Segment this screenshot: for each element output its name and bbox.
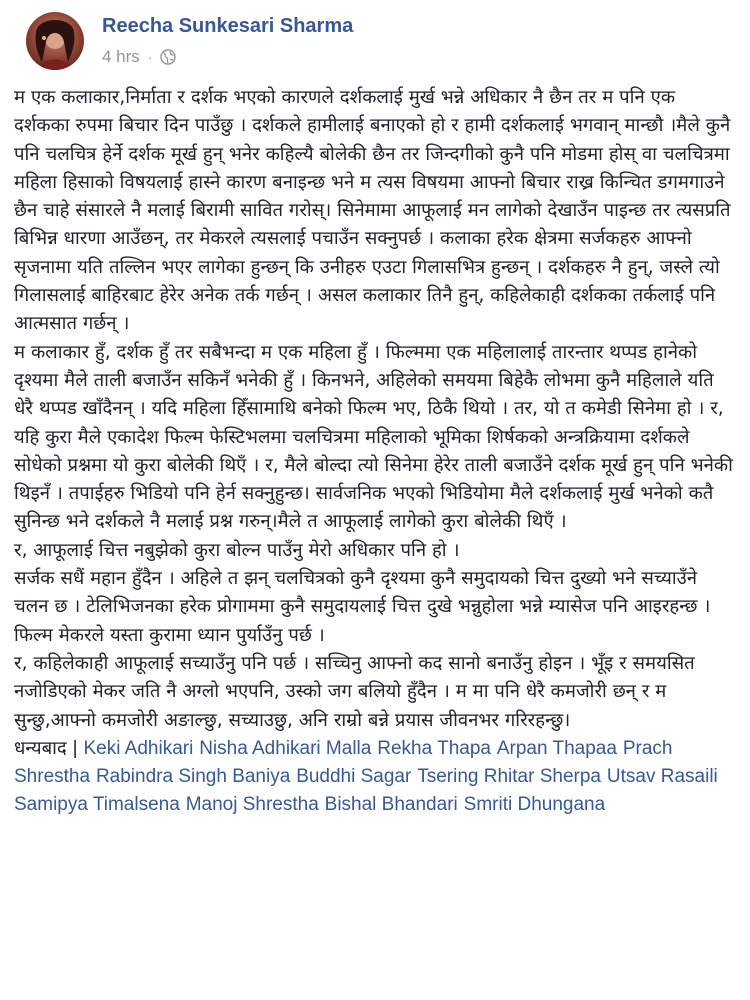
tagged-person-link[interactable]: Manoj Shrestha [185,794,319,816]
tagged-person-link[interactable]: Rabindra Singh Baniya [95,766,291,788]
post-timestamp-link[interactable]: 4 hrs [102,47,140,66]
avatar-image-icon [26,12,84,70]
tagged-person-link[interactable]: Buddhi Sagar [296,766,412,788]
tagged-person-link[interactable]: Prach Shrestha [14,737,673,788]
thanks-label: धन्यबाद [14,737,67,759]
avatar[interactable] [26,12,84,70]
tagged-person-link[interactable]: Rekha Thapa [377,737,491,759]
tagged-person-link[interactable]: Nisha Adhikari Malla [199,737,372,759]
tagged-person-link[interactable]: Keki Adhikari [83,737,194,759]
post-paragraph: म एक कलाकार,निर्माता र दर्शक भएको कारणले दर्शकलाई मुर्ख भन्ने अधिकार नै छैन तर म पनि एक दर्शकका रुपमा बिचार दिन पाउँछु । दर्शकले हामीलाई बनाएको हो र हामी दर्शकलाई भगवान् मान्छौ ।मैले कुनै पनि चलचित्र हेर्ने दर्शक मूर्ख हुन् भनेर कहिल्यै बोलेकी छैन तर जिन्दगीको कुनै पनि मोडमा होस् वा चलचित्रमा महिला हिसाको विषयलाई हास्ने कारण बनाइन्छ भने म त्यस विषयमा आफ्नो बिचार राख्र किन्चित डगमगाउने छैन चाहे संसारले नै मलाई बिरामी सावित गरोस्। सिनेमामा आफूलाई मन लागेको देखाउँन पाइन्छ तर त्यसप्रति बिभिन्न धारणा आउँछन्, तर मेकरले त्यसलाई पचाउँन सक्नुपर्छ । कलाका हरेक क्षेत्रमा सर्जकहरु आफ्नो सृजनामा यति तल्लिन भएर लागेका हुन्छन् कि उनीहरु एउटा गिलासभित्र हुन्छन् । दर्शकहरु नै हुन्, जस्ले त्यो गिलासलाई बाहिरबाट हेरेर अनेक तर्क गर्छन् । असल कलाकार तिनै हुन्, कहिलेकाही दर्शकका तर्कलाई पनि आत्मसात गर्छन् । [14,87,737,335]
thanks-line [14,735,736,820]
tagged-person-link[interactable]: Samipya Timalsena [14,794,180,816]
post-body [14,84,739,820]
post-paragraph: म कलाकार हुँ, दर्शक हुँ तर सबैभन्दा म एक महिला हुँ । फिल्ममा एक महिलालाई तारन्तार थप्पड हानेको दृश्यमा मैले ताली बजाउँन सकिनँ भनेकी हुँ । किनभने, अहिलेको समयमा बिहेकै लोभमा कुनै महिलाले यति धेरै थप्पड खाँदैनन् । यदि महिला हिँसामाथि बनेको फिल्म भए, ठिकै थियो । तर, यो त कमेडी सिनेमा हो । र, यहि कुरा मैले एकादेश फिल्म फेस्टिभलमा चलचित्रमा महिलाको भूमिका शिर्षकको अन्त्रक्रियामा दर्शकले सोधेको प्रश्नमा यो कुरा बोलेकी थिएँ । र, मैले बोल्दा त्यो सिनेमा हेरेर ताली बजाउँने दर्शक मूर्ख हुन् पनि भनेकी थिइनँ । तपाईहरु भिडियो पनि हेर्न सक्नुहुन्छ। सार्वजनिक भएको भिडियोमा मैले दर्शकलाई मुर्ख भनेको कतै सुनिन्छ भने दर्शकले नै मलाई प्रश्न गरुन्।मैले त आफूलाई लागेको कुरा बोलेकी थिएँ । [14,341,739,533]
tagged-person-link[interactable]: Tsering Rhitar Sherpa [417,766,601,788]
tagged-person-link[interactable]: Smriti Dhungana [463,794,606,816]
meta-separator: · [147,49,153,65]
thanks-separator: | [72,737,78,759]
post-paragraph: र, कहिलेकाही आफूलाई सच्याउँनु पनि पर्छ । सच्चिनु आफ्नो कद सानो बनाउँनु होइन । भूँइ र समयसित नजोडिएको मेकर जति नै अग्लो भएपनि, उस्को जग बलियो हुँदैन । म मा पनि धेरै कमजोरी छन् र म सुन्छु,आफ्नो कमजोरी अङाल्छु, सच्याउछु, अनि राम्रो बन्ने प्रयास जीवनभर गरिरहन्छु। [14,652,701,731]
post-meta [102,47,176,67]
post-paragraph: फिल्म मेकरले यस्ता कुरामा ध्यान पुर्याउँनु पर्छ । [14,624,325,646]
tagged-person-link[interactable]: Arpan Thapaa [496,737,617,759]
post-header [14,0,736,84]
globe-icon[interactable] [160,49,176,65]
tagged-person-link[interactable]: Utsav Rasaili [606,766,718,788]
post-paragraph: सर्जक सधैं महान हुँदैन । अहिले त झन् चलचित्रको कुनै दृश्यमा कुनै समुदायको चित्त दुख्यो भने सच्याउँने चलन छ । टेलिभिजनका हरेक प्रोगाममा कुनै समुदायलाई चित्त दुखे भन्नुहोला भन्ने म्यासेज पनि आइरहन्छ । [14,568,711,618]
post-paragraph: र, आफूलाई चित्त नबुझेको कुरा बोल्न पाउँनु मेरो अधिकार पनि हो । [14,539,460,561]
tagged-person-link[interactable]: Bishal Bhandari [324,794,458,816]
author-name-link[interactable]: Reecha Sunkesari Sharma [102,15,354,37]
